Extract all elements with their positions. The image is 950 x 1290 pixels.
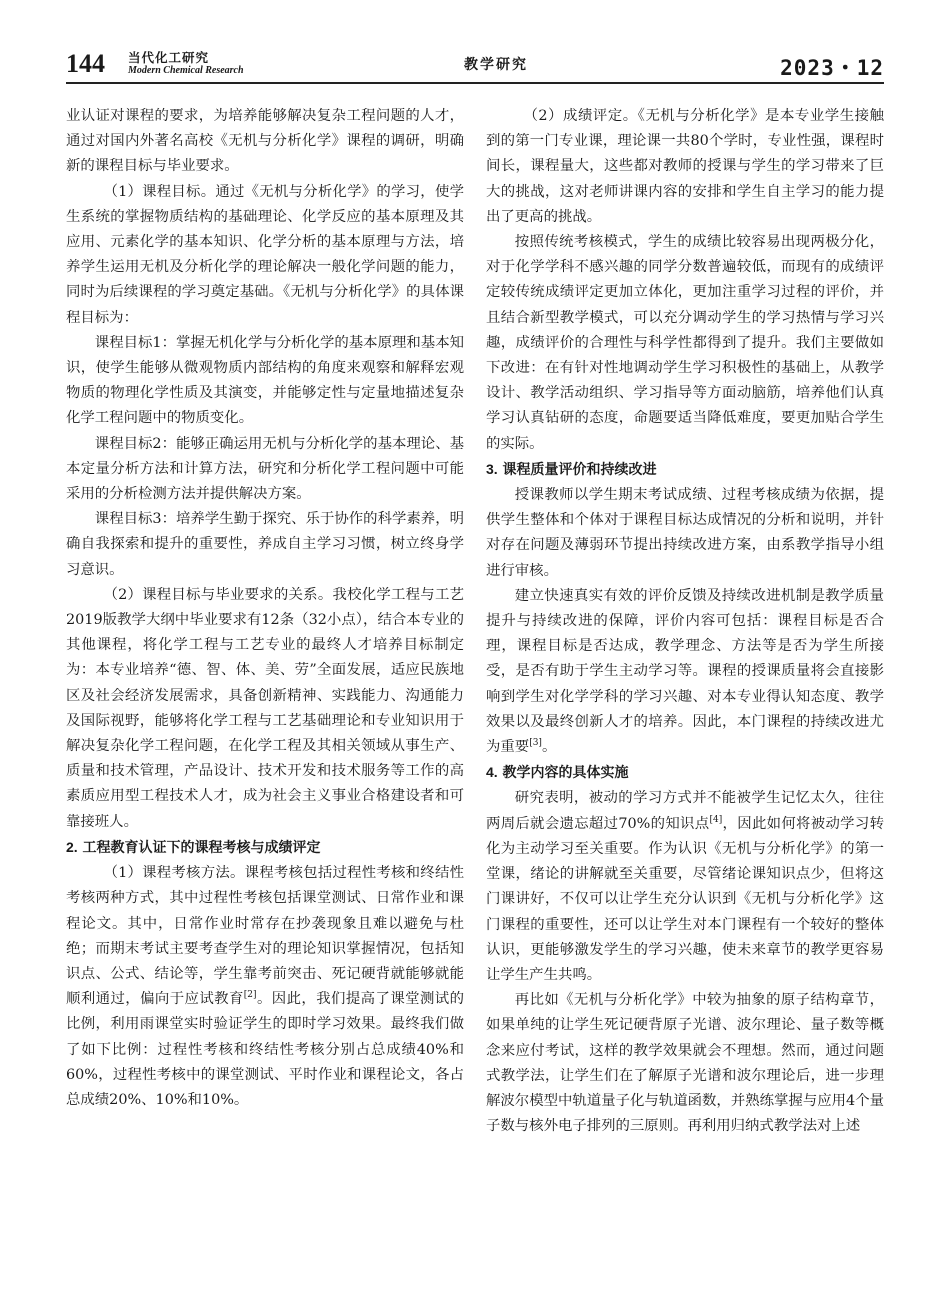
left-column: [66, 104, 464, 1113]
paragraph: 按照传统考核模式，学生的成绩比较容易出现两极分化，对于化学学科不感兴趣的同学分数普遍较低，而现有的成绩评定较传统成绩评定更加立体化，更加注重学习过程的评价，并且结合新型教学模式，可以充分调动学生的学习热情与学习兴趣，成绩评价的合理性与科学性都得到了提升。我们主要做如下改进：在有针对性地调动学生学习积极性的基础上，从教学设计、教学活动组织、学习指导等方面动脑筋，培养他们认真学习认真钻研的态度，命题要适当降低难度，要更加贴合学生的实际。: [486, 234, 884, 452]
section-heading: [486, 457, 884, 483]
paragraph: 课程目标1：掌握无机化学与分析化学的基本原理和基本知识，使学生能够从微观物质内部结构的角度来观察和解释宏观物质的物理化学性质及其演变，并能够定性与定量地描述复杂化学工程问题中的物质变化。: [66, 334, 464, 427]
section-heading: [66, 835, 464, 861]
section-number: 2.: [66, 838, 78, 855]
header-rule: [66, 82, 884, 84]
issue-date: 2023・12: [780, 56, 884, 80]
citation-ref: [3]: [529, 738, 542, 749]
page-header: [66, 50, 884, 80]
journal-title-en: Modern Chemical Research: [128, 65, 244, 76]
paragraph: （1）课程考核方法。课程考核包括过程性考核和终结性考核两种方式，其中过程性考核包括课堂测试、日常作业和课程论文。其中，日常作业时常存在抄袭现象且难以避免与杜绝；而期末考试主要考查学生对的理论知识掌握情况，包括知识点、公式、结论等，学生靠考前突击、死记硬背就能够就能顺利通过，偏向于应试教育[2]。因此，我们提高了课堂测试的比例，利用雨课堂实时验证学生的即时学习效果。最终我们做了如下比例：过程性考核和终结性考核分别占总成绩40%和60%，过程性考核中的课堂测试、平时作业和课程论文，各占总成绩20%、10%和10%。: [66, 865, 464, 1108]
citation-ref: [4]: [709, 814, 723, 825]
page-number: 144: [66, 49, 105, 78]
section-heading-text: 教学内容的具体实施: [497, 765, 629, 782]
citation-ref: [2]: [243, 990, 257, 1001]
paragraph: 授课教师以学生期末考试成绩、过程考核成绩为依据，提供学生整体和个体对于课程目标达成情况的分析和说明，并针对存在问题及薄弱环节提出持续改进方案，由系教学指导小组进行审核。: [486, 487, 884, 579]
paragraph: 课程目标3：培养学生勤于探究、乐于协作的科学素养，明确自我探索和提升的重要性，养成自主学习习惯，树立终身学习意识。: [66, 511, 464, 578]
journal-title: [128, 51, 244, 77]
right-column: [486, 104, 884, 1139]
section-heading-text: 工程教育认证下的课程考核与成绩评定: [77, 839, 321, 856]
section-heading-text: 课程质量评价和持续改进: [497, 461, 657, 478]
section-title: 教学研究: [464, 57, 528, 73]
paragraph: 课程目标2：能够正确运用无机与分析化学的基本理论、基本定量分析方法和计算方法，研究和分析化学工程问题中可能采用的分析检测方法并提供解决方案。: [66, 435, 464, 503]
section-heading: [486, 760, 884, 786]
paragraph: （1）课程目标。通过《无机与分析化学》的学习，使学生系统的掌握物质结构的基础理论、化学反应的基本原理及其应用、元素化学的基本知识、化学分析的基本原理与方法，培养学生运用无机及分析化学的理论解决一般化学问题的能力，同时为后续课程的学习奠定基础。《无机与分析化学》的具体课程目标为：: [66, 183, 464, 326]
section-number: 4.: [486, 764, 498, 781]
paragraph: 业认证对课程的要求，为培养能够解决复杂工程问题的人才，通过对国内外著名高校《无机与分析化学》课程的调研，明确新的课程目标与毕业要求。: [66, 108, 464, 175]
paragraph: 建立快速真实有效的评价反馈及持续改进机制是教学质量提升与持续改进的保障，评价内容可包括：课程目标是否合理，课程目标是否达成，教学理念、方法等是否为学生所接受，是否有助于学生主动学习等。课程的授课质量将会直接影响到学生对化学学科的学习兴趣、对本专业得认知态度、教学效果以及最终创新人才的培养。因此，本门课程的持续改进尤为重要[3]。: [486, 587, 884, 756]
paragraph: 再比如《无机与分析化学》中较为抽象的原子结构章节，如果单纯的让学生死记硬背原子光谱、波尔理论、量子数等概念来应付考试，这样的教学效果就会不理想。然而，通过问题式教学法，让学生们在了解原子光谱和波尔理论后，进一步理解波尔模型中轨道量子化与轨道函数，并熟练掌握与应用4个量子数与核外电子排列的三原则。再利用归纳式教学法对上述: [486, 992, 884, 1135]
section-number: 3.: [486, 460, 498, 477]
paragraph: （2）成绩评定。《无机与分析化学》是本专业学生接触到的第一门专业课，理论课一共80个学时，专业性强，课程时间长，课程量大，这些都对教师的授课与学生的学习带来了巨大的挑战，这对老师讲课内容的安排和学生自主学习的能力提出了更高的挑战。: [486, 108, 884, 225]
paragraph: 研究表明，被动的学习方式并不能被学生记忆太久，往往两周后就会遗忘超过70%的知识点[4]，因此如何将被动学习转化为主动学习至关重要。作为认识《无机与分析化学》的第一堂课，绪论的讲解就至关重要，尽管绪论课知识点少，但将这门课讲好，不仅可以让学生充分认识到《无机与分析化学》这门课程的重要性，还可以让学生对本门课程有一个较好的整体认识，更能够激发学生的学习兴趣，使未来章节的教学更容易让学生产生共鸣。: [486, 790, 884, 983]
paragraph: （2）课程目标与毕业要求的关系。我校化学工程与工艺2019版教学大纲中毕业要求有12条（32小点），结合本专业的其他课程，将化学工程与工艺专业的最终人才培养目标制定为：本专业培养“德、智、体、美、劳”全面发展，适应民族地区及社会经济发展需求，具备创新精神、实践能力、沟通能力及国际视野，能够将化学工程与工艺基础理论和专业知识用于解决复杂化学工程问题，在化学工程及其相关领域从事生产、质量和技术管理，产品设计、技术开发和技术服务等工作的高素质应用型工程技术人才，成为社会主义事业合格建设者和可靠接班人。: [66, 586, 464, 830]
journal-title-cn: 当代化工研究: [128, 50, 210, 65]
